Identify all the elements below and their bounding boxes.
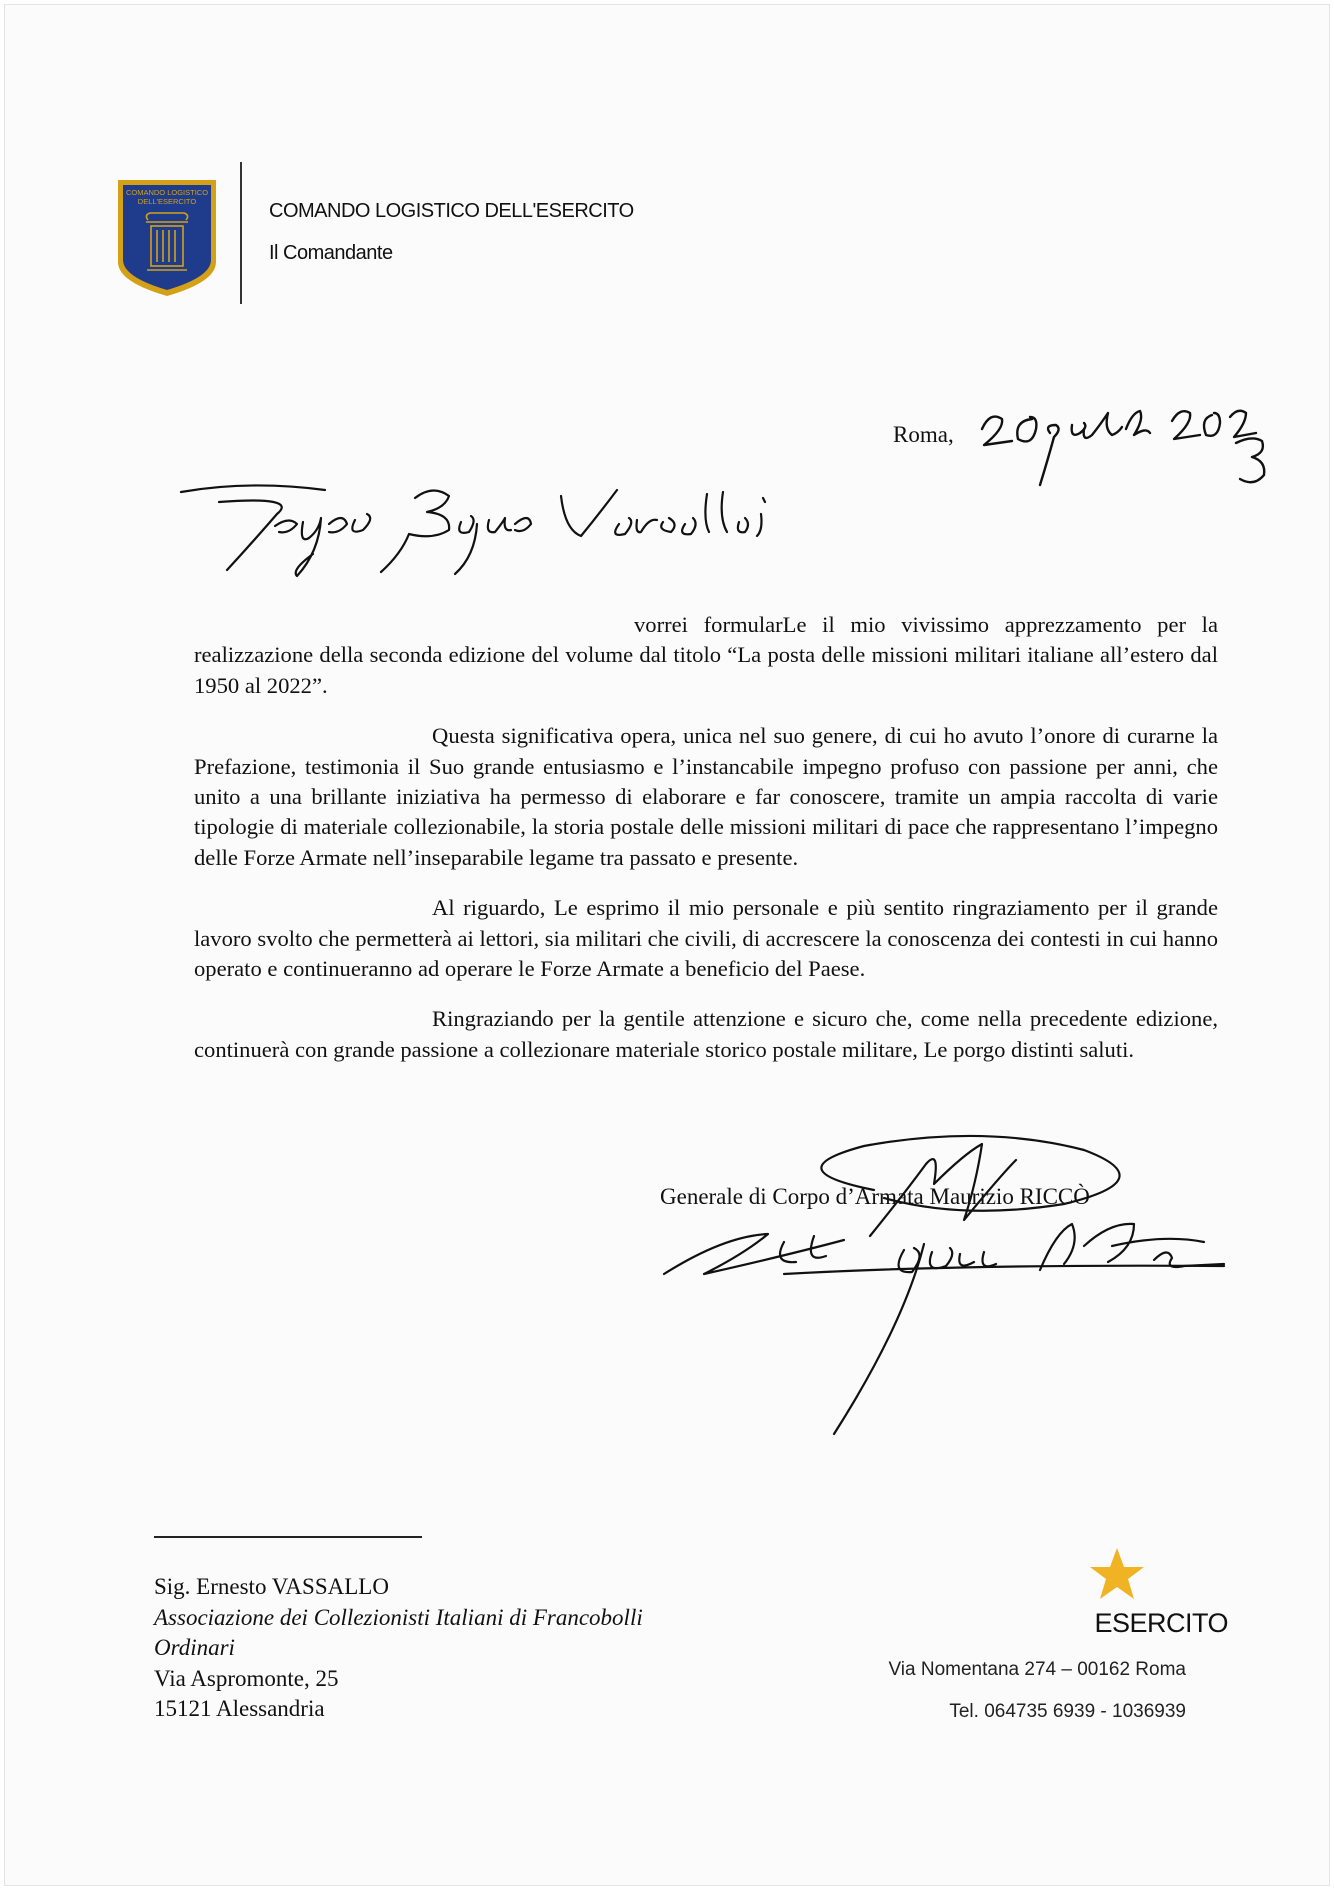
- crest-icon: [114, 176, 220, 300]
- addressee-association-line1: Associazione dei Collezionisti Italiani di Francobolli: [154, 1604, 643, 1630]
- footer-address: Via Nomentana 274 – 00162 Roma: [888, 1659, 1186, 1680]
- handwritten-date: [974, 399, 1274, 499]
- letterhead-divider: [240, 162, 242, 304]
- signature: [664, 1124, 1244, 1444]
- date-place: Roma,: [893, 422, 954, 447]
- star-icon: [1088, 1546, 1146, 1604]
- addressee-block: [154, 1572, 643, 1725]
- addressee-street: Via Aspromonte, 25: [154, 1665, 339, 1691]
- crest-text-line1: COMANDO LOGISTICO: [125, 188, 209, 197]
- organization-role: Il Comandante: [269, 242, 393, 264]
- body-paragraph-3: Al riguardo, Le esprimo il mio personale e più sentito ringraziamento per il grande lavoro svolto che permetterà ai lettori, sia militari che civili, di accrescere la conoscenza dei contesti in cui hanno operato e continueranno ad operare le Forze Armate a beneficio del Paese.: [194, 895, 1218, 982]
- body-paragraph-1: vorrei formularLe il mio vivissimo apprezzamento per la realizzazione della seconda edizione del volume dal titolo “La posta delle missioni militari italiane all’estero dal 1950 al 2022”.: [194, 612, 1218, 698]
- addressee-divider: [154, 1536, 422, 1538]
- addressee-name: Sig. Ernesto VASSALLO: [154, 1574, 389, 1599]
- brand-name: ESERCITO: [1094, 1608, 1228, 1638]
- letter-page: [4, 4, 1330, 1886]
- body-paragraph-2: Questa significativa opera, unica nel suo genere, di cui ho avuto l’onore di curarne la Prefazione, testimonia il Suo grande entusiasmo e l’instancabile impegno profuso con passione per anni, che unito a una brillante iniziativa ha permesso di elaborare e far conoscere, tramite un ampia raccolta di varie tipologie di materiale collezionabile, la storia postale delle missioni militari di pace che rappresentano l’impegno delle Forze Armate nell’inseparabile legame tra passato e presente.: [194, 723, 1218, 870]
- handwritten-salutation: [179, 474, 779, 584]
- addressee-city: 15121 Alessandria: [154, 1696, 325, 1721]
- letter-body: [194, 610, 1218, 1085]
- body-paragraph-4: Ringraziando per la gentile attenzione e sicuro che, come nella precedente edizione, continuerà con grande passione a collezionare materiale storico postale militare, Le porgo distinti saluti.: [194, 1006, 1218, 1062]
- addressee-association-line2: Ordinari: [154, 1635, 235, 1660]
- signatory-title: Generale di Corpo d’Armata Maurizio RICCÒ: [660, 1184, 1090, 1209]
- organization-name: COMANDO LOGISTICO DELL'ESERCITO: [269, 200, 634, 222]
- footer-phone: Tel. 064735 6939 - 1036939: [949, 1701, 1186, 1722]
- crest-text-line2: DELL'ESERCITO: [137, 197, 197, 206]
